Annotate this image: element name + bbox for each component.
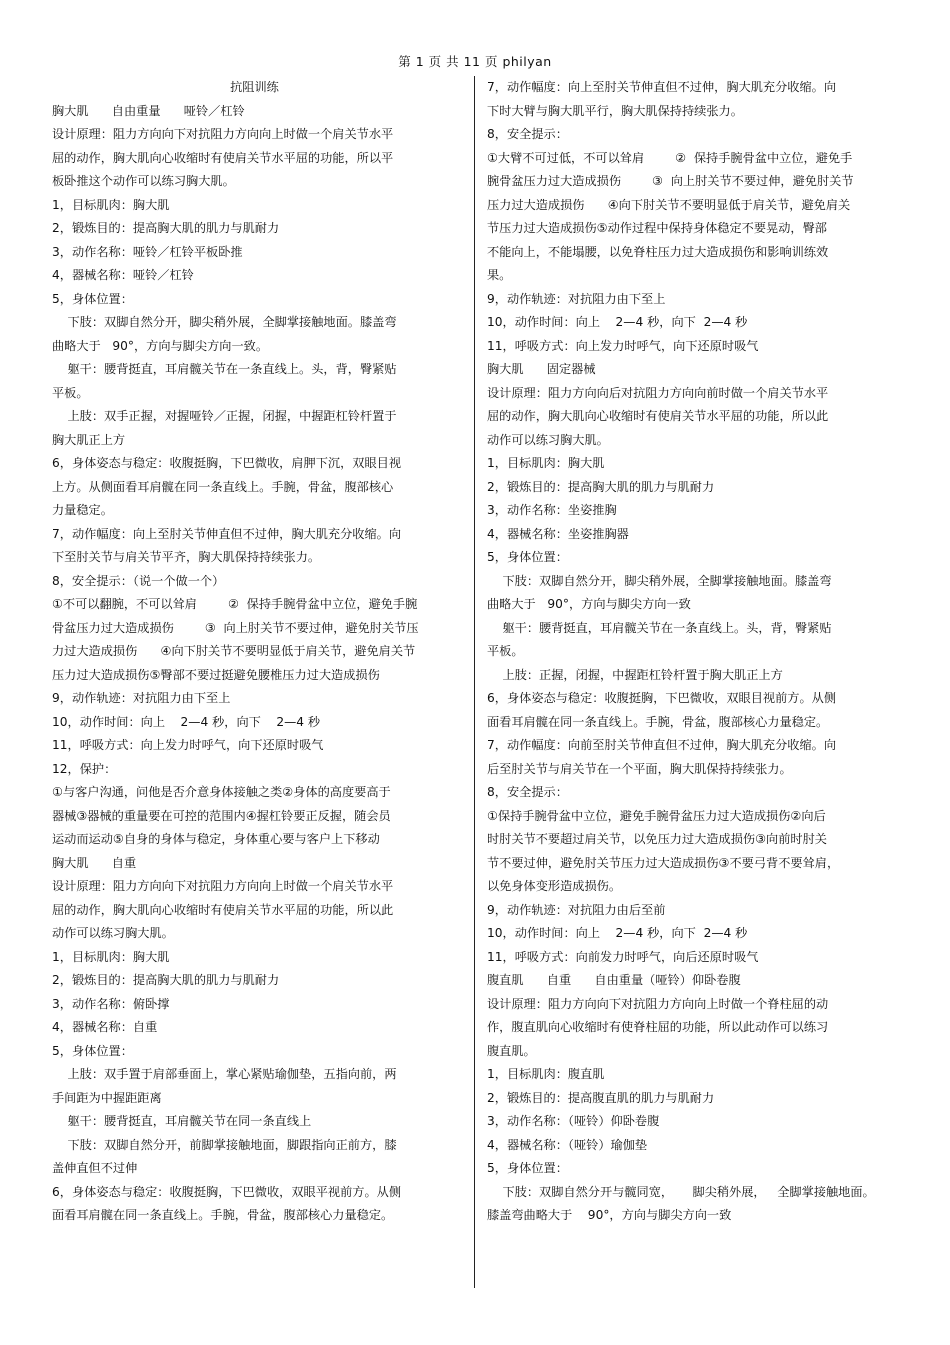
text-line: 动作可以练习胸大肌。 [487,432,609,447]
text-line: 10，动作时间：向上 2—4 秒，向下 2—4 秒 [487,315,748,329]
text-line: 1，目标肌肉：胸大肌 [487,456,605,470]
text-line: 节压力过大造成损伤⑤动作过程中保持身体稳定不要晃动，臀部 [487,221,827,235]
text-line: 盖伸直但不过伸 [52,1161,138,1175]
text-line: 下至肘关节与肩关节平齐，胸大肌保持持续张力。 [52,550,321,564]
text-line: 上肢：双手置于肩部垂面上，掌心紧贴瑜伽垫，五指向前，两 [52,1067,397,1081]
text-line: 下肢：双脚自然分开，脚尖稍外展，全脚掌接触地面。膝盖弯 [52,315,397,329]
right-column [487,76,897,1228]
text-line: 9，动作轨迹：对抗阻力由下至上 [52,691,231,705]
text-line: 设计原理：阻力方向向下对抗阻力方向向上时做一个肩关节水平 [52,879,394,893]
left-column [52,76,457,1228]
text-line: 1，目标肌肉：胸大肌 [52,197,170,212]
text-line: 11，呼吸方式：向前发力时呼气，向后还原时吸气 [487,949,759,964]
text-line: 动作可以练习胸大肌。 [52,926,174,940]
text-line: 4，器械名称：哑铃／杠铃 [52,268,194,282]
text-line: 4，器械名称：自重 [52,1020,158,1034]
text-line: 6，身体姿态与稳定：收腹挺胸，下巴微收，肩胛下沉，双眼目视 [52,456,402,470]
text-line: ①与客户沟通，问他是否介意身体接触之类②身体的高度要高于 [52,785,391,799]
text-line: 屈的动作，胸大肌向心收缩时有使肩关节水平屈的功能，所以平 [52,150,394,165]
text-line: 3，动作名称：坐姿推胸 [487,503,617,517]
text-line: 上方。从侧面看耳肩髋在同一条直线上。手腕，骨盆，腹部核心 [52,479,394,494]
column-divider [474,76,475,1288]
text-line: 板卧推这个动作可以练习胸大肌。 [52,174,235,188]
text-line: 2，锻炼目的：提高腹直肌的肌力与肌耐力 [487,1090,715,1105]
text-line: 腹直肌 自重 自由重量（哑铃）仰卧卷腹 [487,973,741,987]
text-line: 屈的动作，胸大肌向心收缩时有使肩关节水平屈的功能，所以此 [52,902,394,917]
text-line: 手间距为中握距距离 [52,1090,162,1105]
text-line: 屈的动作，胸大肌向心收缩时有使肩关节水平屈的功能，所以此 [487,409,829,423]
text-line: ①保持手腕骨盆中立位，避免手腕骨盆压力过大造成损伤②向后 [487,808,826,823]
text-line: 7，动作幅度：向上至肘关节伸直但不过伸，胸大肌充分收缩。向 [52,526,402,541]
text-line: 下肢：双脚自然分开与髋同宽， 脚尖稍外展， 全脚掌接触地面。 [487,1184,875,1199]
text-line: 曲略大于 90°，方向与脚尖方向一致 [487,597,691,611]
text-line: 不能向上，不能塌腰，以免脊柱压力过大造成损伤和影响训练效 [487,244,829,259]
text-line: 8，安全提示： [487,127,568,141]
text-line: 下肢：双脚自然分开，前脚掌接触地面，脚跟指向正前方，膝 [52,1137,397,1152]
text-line: 上肢：双手正握，对握哑铃／正握，闭握，中握距杠铃杆置于 [52,409,397,423]
text-line: 7，动作幅度：向前至肘关节伸直但不过伸，胸大肌充分收缩。向 [487,738,837,752]
text-line: 面看耳肩髋在同一条直线上。手腕，骨盆，腹部核心力量稳定。 [52,1208,394,1222]
text-line: 运动而运动⑤自身的身体与稳定，身体重心要与客户上下移动 [52,832,380,846]
text-line: 力量稳定。 [52,503,113,517]
text-line: 4，器械名称：坐姿推胸器 [487,526,629,541]
text-line: 2，锻炼目的：提高胸大肌的肌力与肌耐力 [52,221,280,235]
text-line: 1，目标肌肉：胸大肌 [52,949,170,964]
text-line: 9，动作轨迹：对抗阻力由下至上 [487,291,666,306]
text-line: 8，安全提示： [487,785,568,799]
text-line: ①不可以翻腕，不可以耸肩 ② 保持手腕骨盆中立位，避免手腕 [52,597,418,611]
text-line: 后至肘关节与肩关节在一个平面，胸大肌保持持续张力。 [487,761,792,776]
text-line: 压力过大造成损伤⑤臀部不要过挺避免腰椎压力过大造成损伤 [52,667,380,682]
text-line: 果。 [487,268,512,282]
text-line: 2，锻炼目的：提高胸大肌的肌力与肌耐力 [487,479,715,494]
text-line: 胸大肌 固定器械 [487,362,596,376]
text-line: 4，器械名称：（哑铃）瑜伽垫 [487,1137,648,1152]
text-line: 3，动作名称：俯卧撑 [52,996,170,1011]
text-line: 12，保护： [52,761,117,776]
text-line: 3，动作名称：哑铃／杠铃平板卧推 [52,244,243,259]
text-line: 设计原理：阻力方向向下对抗阻力方向向上时做一个肩关节水平 [52,127,394,141]
text-line: 8，安全提示：（说一个做一个） [52,573,225,588]
page-header: 第 1 页 共 11 页 philyan [398,54,552,69]
text-line: 压力过大造成损伤 ④向下肘关节不要明显低于肩关节，避免肩关 [487,197,851,212]
text-line: 1，目标肌肉：腹直肌 [487,1067,605,1081]
text-line: 11，呼吸方式：向上发力时呼气，向下还原时吸气 [52,738,324,752]
text-line: 曲略大于 90°，方向与脚尖方向一致。 [52,338,269,353]
text-line: 节不要过伸，避免肘关节压力过大造成损伤③不要弓背不要耸肩， [487,855,840,870]
text-line: 上肢：正握，闭握，中握距杠铃杆置于胸大肌正上方 [487,667,783,682]
text-line: 10，动作时间：向上 2—4 秒，向下 2—4 秒 [52,714,321,729]
text-line: 胸大肌 自重 [52,855,137,870]
text-line: 6，身体姿态与稳定：收腹挺胸，下巴微收，双眼平视前方。从侧 [52,1184,402,1199]
text-line: 躯干：腰背挺直，耳肩髋关节在一条直线上。头，背，臀紧贴 [487,620,832,635]
text-line: 9，动作轨迹：对抗阻力由后至前 [487,902,666,917]
text-line: 腹直肌。 [487,1043,536,1058]
text-line: 设计原理：阻力方向向下对抗阻力方向向上时做一个脊柱屈的动 [487,996,829,1011]
text-line: 平板。 [487,644,524,658]
text-line: 5，身体位置： [487,550,568,564]
text-line: 以免身体变形造成损伤。 [487,879,622,893]
text-line: 器械③器械的重量要在可控的范围内④握杠铃要正反握，随会员 [52,808,391,823]
text-line: 5，身体位置： [487,1161,568,1175]
text-line: 6，身体姿态与稳定：收腹挺胸，下巴微收，双眼目视前方。从侧 [487,691,837,705]
text-line: 5，身体位置： [52,291,133,306]
text-line: 胸大肌正上方 [52,432,126,447]
text-line: 3，动作名称：（哑铃）仰卧卷腹 [487,1114,660,1128]
text-line: 平板。 [52,385,89,400]
text-line: 膝盖弯曲略大于 90°，方向与脚尖方向一致 [487,1208,732,1222]
text-line: 5，身体位置： [52,1043,133,1058]
text-line: 11，呼吸方式：向上发力时呼气，向下还原时吸气 [487,338,759,353]
text-line: 胸大肌 自由重量 哑铃／杠铃 [52,103,245,118]
text-line: 力过大造成损伤 ④向下肘关节不要明显低于肩关节，避免肩关节 [52,644,416,658]
text-line: 面看耳肩髋在同一条直线上。手腕，骨盆，腹部核心力量稳定。 [487,714,829,729]
text-line: 7，动作幅度：向上至肘关节伸直但不过伸，胸大肌充分收缩。向 [487,80,837,94]
text-line: 下时大臂与胸大肌平行，胸大肌保持持续张力。 [487,103,743,118]
text-line: 躯干：腰背挺直，耳肩髋关节在一条直线上。头，背，臀紧贴 [52,362,397,376]
text-line: 2，锻炼目的：提高胸大肌的肌力与肌耐力 [52,973,280,987]
section-title: 抗阻训练 [230,80,279,94]
text-line: 腕骨盆压力过大造成损伤 ③ 向上肘关节不要过伸，避免肘关节 [487,174,854,188]
text-line: 设计原理：阻力方向向后对抗阻力方向向前时做一个肩关节水平 [487,385,829,400]
text-line: 10，动作时间：向上 2—4 秒，向下 2—4 秒 [487,926,748,940]
text-line: 躯干：腰背挺直，耳肩髋关节在同一条直线上 [52,1114,312,1128]
text-line: ①大臂不可过低，不可以耸肩 ② 保持手腕骨盆中立位，避免手 [487,150,853,165]
text-line: 下肢：双脚自然分开，脚尖稍外展，全脚掌接触地面。膝盖弯 [487,573,832,588]
text-line: 时肘关节不要超过肩关节，以免压力过大造成损伤③向前时肘关 [487,832,827,846]
text-line: 骨盆压力过大造成损伤 ③ 向上肘关节不要过伸，避免肘关节压 [52,620,419,635]
text-line: 作，腹直肌向心收缩时有使脊柱屈的功能，所以此动作可以练习 [487,1020,829,1034]
